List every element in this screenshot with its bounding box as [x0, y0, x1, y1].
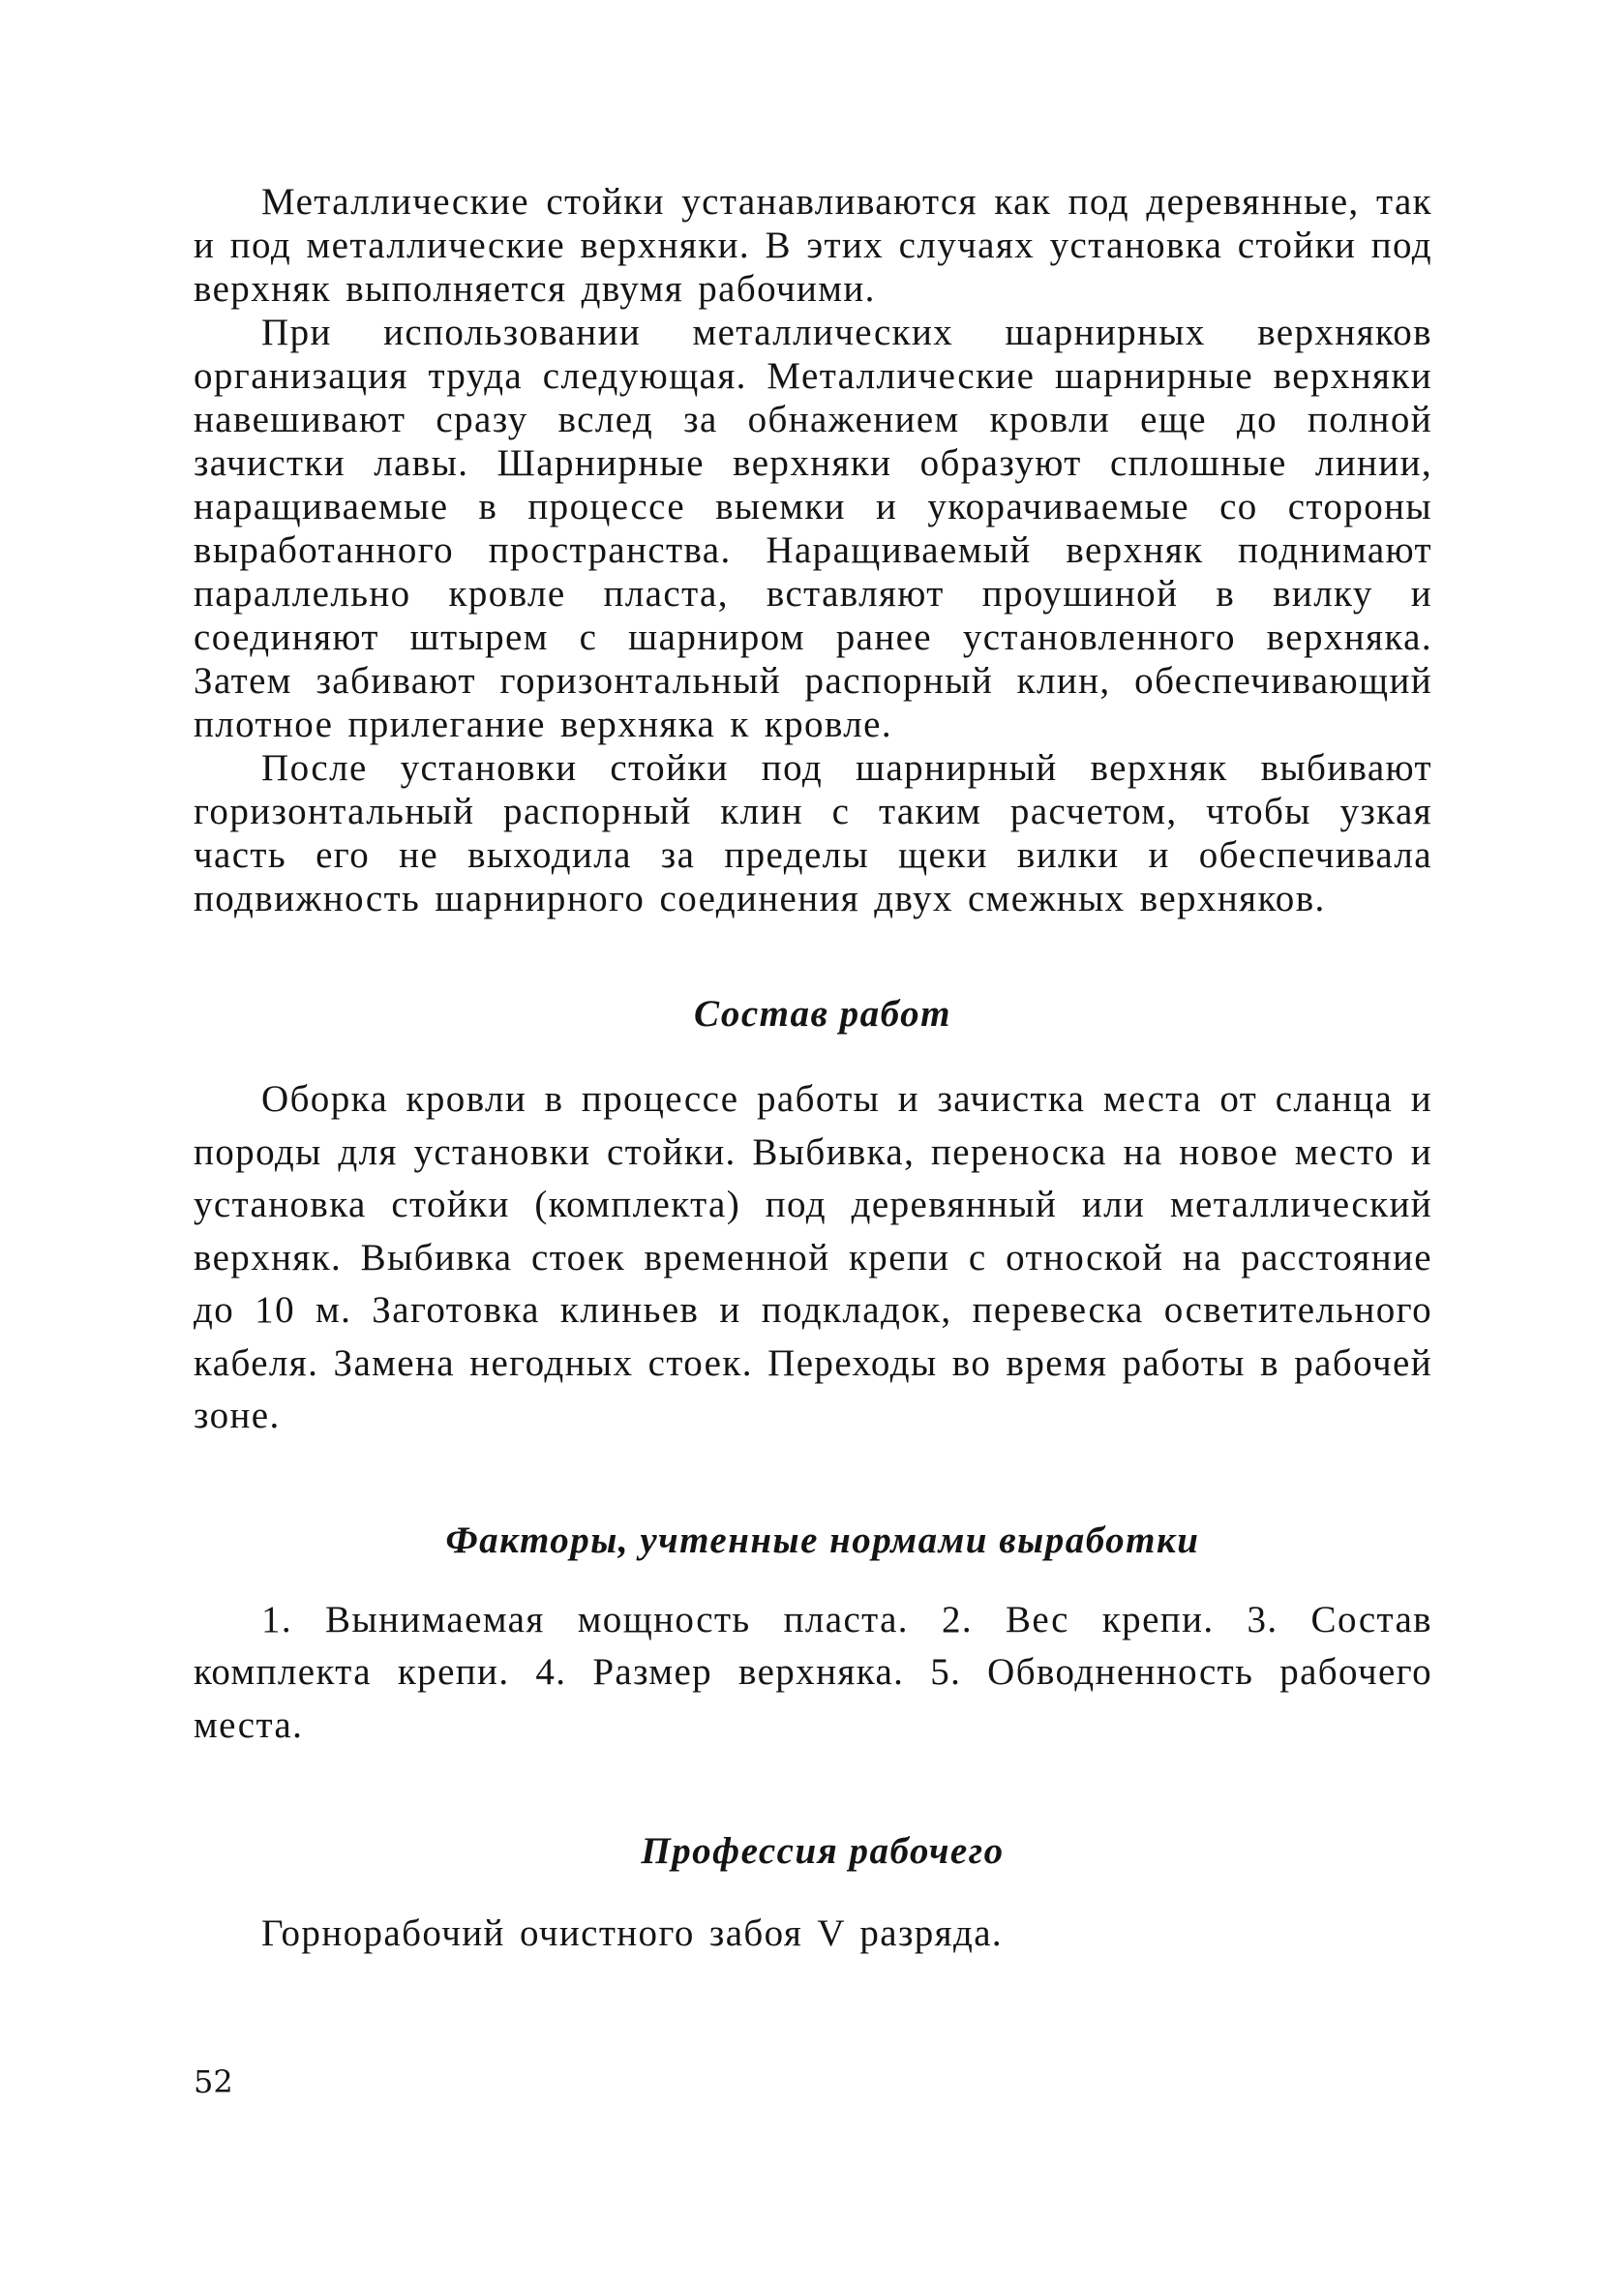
page-number: 52: [194, 2063, 233, 2100]
paragraph-3: После установки стойки под шарнирный верхняк выбивают горизонтальный распорный клин с таким расчетом, чтобы узкая часть его не выходила за пределы щеки вилки и обеспечивала подвижность шарнирного соединения двух смежных верхняков.: [194, 747, 1432, 919]
section-text-work-composition: Оборка кровли в процессе работы и зачистка места от сланца и породы для установки стойки. Выбивка, переноска на новое место и установка стойки (комплекта) под деревянный или металлический верхняк. Выбивка стоек временной крепи с отноской на расстояние до 10 м. Заготовка клиньев и подкладок, перевеска осветительного кабеля. Замена негодных стоек. Переходы во время работы в рабочей зоне.: [194, 1078, 1432, 1436]
paragraph-2: При использовании металлических шарнирных верхняков организация труда следующая. Металлические шарнирные верхняки навешивают сразу вслед за обнажением кровли еще до полной зачистки лавы. Шарнирные верхняки образуют сплошные линии, наращиваемые в процессе выемки и укорачиваемые со стороны выработанного пространства. Наращиваемый верхняк поднимают параллельно кровле пласта, вставляют проушиной в вилку и соединяют штырем с шарниром ранее установленного верхняка. Затем забивают горизонтальный распорный клин, обеспечивающий плотное прилегание верхняка к кровле.: [194, 312, 1432, 745]
section-heading-factors: Факторы, учтенные нормами выработки: [445, 1519, 1200, 1561]
section-text-factors: 1. Вынимаемая мощность пласта. 2. Вес крепи. 3. Состав комплекта крепи. 4. Размер верхняка. 5. Обводненность рабочего места.: [194, 1598, 1432, 1746]
paragraph-1: Металлические стойки устанавливаются как под деревянные, так и под металлические верхняки. В этих случаях установка стойки под верхняк выполняется двумя рабочими.: [194, 181, 1432, 310]
text-column: [194, 180, 1432, 1961]
section-heading-profession: Профессия рабочего: [641, 1830, 1005, 1872]
section-text-profession: Горнорабочий очистного забоя V разряда.: [261, 1912, 1004, 1954]
section-heading-work-composition: Состав работ: [694, 993, 951, 1035]
